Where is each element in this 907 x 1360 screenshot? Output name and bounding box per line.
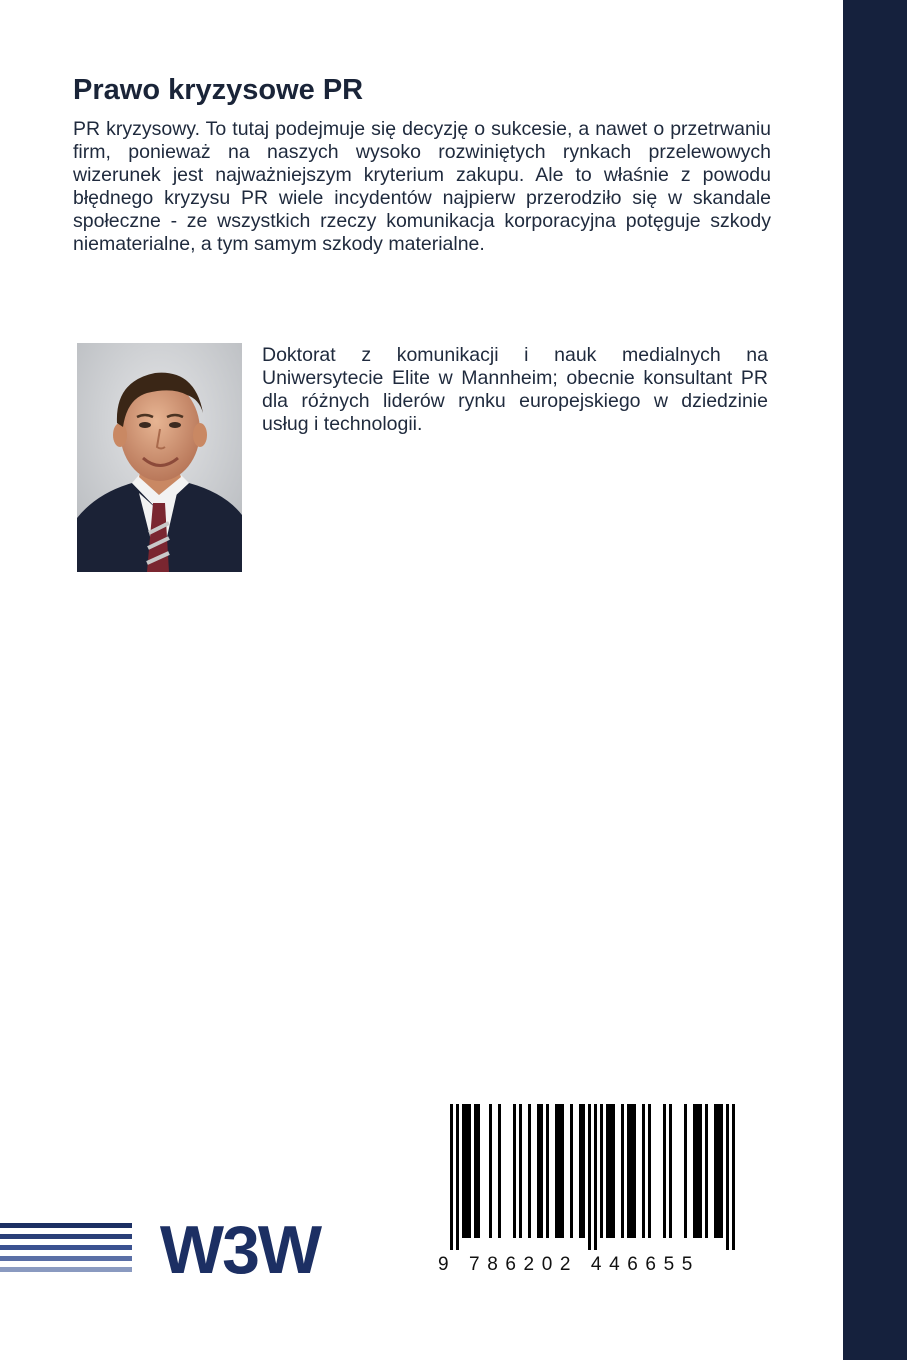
stripe-logo-icon — [0, 1221, 140, 1281]
barcode-guard-bar — [594, 1104, 597, 1250]
barcode-bar — [513, 1104, 516, 1238]
barcode-guard-bar — [450, 1104, 453, 1250]
barcode-bar — [489, 1104, 492, 1238]
book-spine — [843, 0, 907, 1360]
barcode-bar — [627, 1104, 636, 1238]
barcode-bar — [570, 1104, 573, 1238]
isbn-digits: 9 786202 446655 — [438, 1254, 700, 1275]
barcode-bars — [450, 1104, 735, 1250]
barcode-bar — [462, 1104, 471, 1238]
barcode-bar — [519, 1104, 522, 1238]
barcode-guard-bar — [726, 1104, 729, 1250]
barcode-bar — [693, 1104, 702, 1238]
barcode-bar — [684, 1104, 687, 1238]
barcode-bar — [579, 1104, 585, 1238]
barcode-bar — [600, 1104, 603, 1238]
barcode-bar — [705, 1104, 708, 1238]
barcode-bar — [606, 1104, 615, 1238]
book-title: Prawo kryzysowe PR — [73, 74, 364, 106]
author-portrait-icon — [77, 343, 242, 572]
barcode-bar — [621, 1104, 624, 1238]
barcode-guard-bar — [588, 1104, 591, 1250]
author-photo — [77, 343, 242, 572]
barcode-bar — [714, 1104, 723, 1238]
author-bio: Doktorat z komunikacji i nauk medialnych na Uniwersytecie Elite w Mannheim; obecnie konsultant PR dla różnych liderów rynku europejskiego w dziedzinie usług i technologii. — [262, 344, 768, 435]
publisher-logo — [150, 1217, 330, 1279]
barcode-bar — [648, 1104, 651, 1238]
barcode-bar — [555, 1104, 564, 1238]
barcode-bar — [498, 1104, 501, 1238]
barcode-bar — [642, 1104, 645, 1238]
book-blurb: PR kryzysowy. To tutaj podejmuje się decyzję o sukcesie, a nawet o przetrwaniu firm, ponieważ na naszych wysoko rozwiniętych rynkach przelewowych wizerunek jest najważniejszym kryterium zakupu. Ale to właśnie z powodu błędnego kryzysu PR wiele incydentów najpierw przerodziło się w skandale społeczne - ze wszystkich rzeczy komunikacja korporacyjna potęguje szkody niematerialne, a tym samym szkody materialne. — [73, 118, 771, 255]
barcode-bar — [546, 1104, 549, 1238]
barcode-bar — [537, 1104, 543, 1238]
publisher-logo-text: W3W — [159, 1217, 321, 1279]
isbn-barcode — [438, 1104, 738, 1276]
barcode-guard-bar — [456, 1104, 459, 1250]
barcode-bar — [663, 1104, 666, 1238]
barcode-guard-bar — [732, 1104, 735, 1250]
barcode-bar — [474, 1104, 480, 1238]
barcode-bar — [669, 1104, 672, 1238]
barcode-bar — [528, 1104, 531, 1238]
